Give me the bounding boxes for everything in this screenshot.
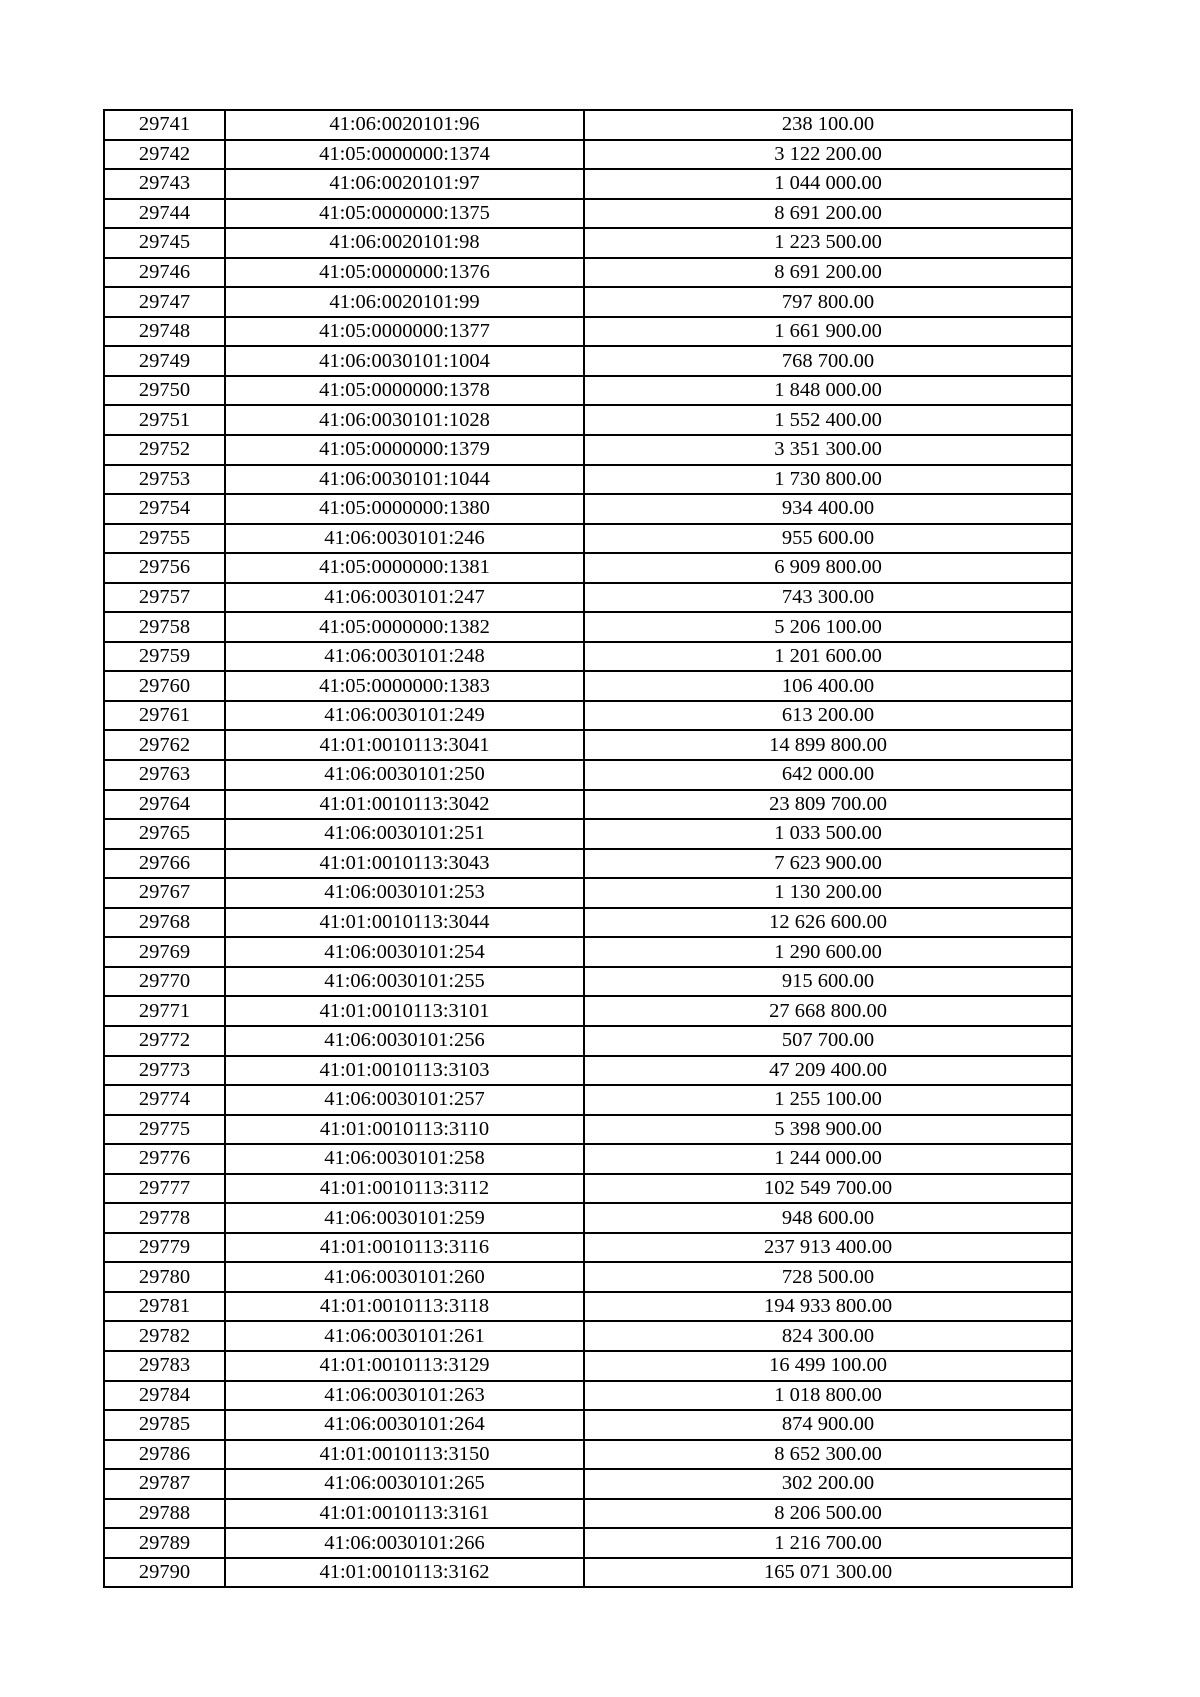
cadastral-number-cell: 41:06:0030101:1044 — [225, 465, 584, 495]
cadastral-number-cell: 41:06:0030101:254 — [225, 937, 584, 967]
cadastral-number-cell: 41:06:0030101:257 — [225, 1085, 584, 1115]
row-number-cell: 29764 — [104, 790, 225, 820]
value-cell: 1 848 000.00 — [584, 376, 1072, 406]
value-cell: 1 223 500.00 — [584, 228, 1072, 258]
row-number-cell: 29754 — [104, 494, 225, 524]
cadastral-number-cell: 41:05:0000000:1381 — [225, 553, 584, 583]
table-body — [104, 110, 1072, 1587]
value-cell: 8 206 500.00 — [584, 1499, 1072, 1529]
table-row — [104, 1321, 1072, 1351]
table-row — [104, 1056, 1072, 1086]
cadastral-number-cell: 41:06:0030101:264 — [225, 1410, 584, 1440]
cadastral-number-cell: 41:06:0020101:96 — [225, 110, 584, 140]
row-number-cell: 29772 — [104, 1026, 225, 1056]
cadastral-number-cell: 41:01:0010113:3103 — [225, 1056, 584, 1086]
value-cell: 7 623 900.00 — [584, 849, 1072, 879]
value-cell: 915 600.00 — [584, 967, 1072, 997]
table-row — [104, 878, 1072, 908]
table-row — [104, 790, 1072, 820]
table-row — [104, 819, 1072, 849]
row-number-cell: 29742 — [104, 140, 225, 170]
row-number-cell: 29773 — [104, 1056, 225, 1086]
row-number-cell: 29749 — [104, 346, 225, 376]
table-row — [104, 1233, 1072, 1263]
table-row — [104, 1085, 1072, 1115]
value-cell: 6 909 800.00 — [584, 553, 1072, 583]
row-number-cell: 29789 — [104, 1528, 225, 1558]
row-number-cell: 29756 — [104, 553, 225, 583]
cadastral-number-cell: 41:01:0010113:3116 — [225, 1233, 584, 1263]
row-number-cell: 29751 — [104, 405, 225, 435]
value-cell: 1 044 000.00 — [584, 169, 1072, 199]
cadastral-number-cell: 41:05:0000000:1375 — [225, 199, 584, 229]
row-number-cell: 29763 — [104, 760, 225, 790]
value-cell: 1 018 800.00 — [584, 1381, 1072, 1411]
table-row — [104, 849, 1072, 879]
value-cell: 934 400.00 — [584, 494, 1072, 524]
table-row — [104, 1026, 1072, 1056]
table-row — [104, 1558, 1072, 1588]
value-cell: 5 206 100.00 — [584, 612, 1072, 642]
value-cell: 1 730 800.00 — [584, 465, 1072, 495]
row-number-cell: 29755 — [104, 524, 225, 554]
cadastral-number-cell: 41:06:0030101:249 — [225, 701, 584, 731]
cadastral-number-cell: 41:06:0030101:1028 — [225, 405, 584, 435]
value-cell: 1 290 600.00 — [584, 937, 1072, 967]
cadastral-number-cell: 41:01:0010113:3118 — [225, 1292, 584, 1322]
value-cell: 1 244 000.00 — [584, 1144, 1072, 1174]
row-number-cell: 29788 — [104, 1499, 225, 1529]
row-number-cell: 29774 — [104, 1085, 225, 1115]
row-number-cell: 29761 — [104, 701, 225, 731]
cadastral-number-cell: 41:06:0030101:256 — [225, 1026, 584, 1056]
value-cell: 613 200.00 — [584, 701, 1072, 731]
table-row — [104, 1528, 1072, 1558]
value-cell: 5 398 900.00 — [584, 1115, 1072, 1145]
cadastral-number-cell: 41:01:0010113:3042 — [225, 790, 584, 820]
value-cell: 824 300.00 — [584, 1321, 1072, 1351]
cadastral-number-cell: 41:06:0030101:259 — [225, 1203, 584, 1233]
table-row — [104, 1144, 1072, 1174]
cadastral-number-cell: 41:01:0010113:3129 — [225, 1351, 584, 1381]
value-cell: 768 700.00 — [584, 346, 1072, 376]
table-row — [104, 1410, 1072, 1440]
cadastral-number-cell: 41:01:0010113:3101 — [225, 996, 584, 1026]
row-number-cell: 29787 — [104, 1469, 225, 1499]
cadastral-number-cell: 41:05:0000000:1376 — [225, 258, 584, 288]
row-number-cell: 29770 — [104, 967, 225, 997]
cadastral-number-cell: 41:06:0020101:98 — [225, 228, 584, 258]
cadastral-number-cell: 41:05:0000000:1378 — [225, 376, 584, 406]
cadastral-number-cell: 41:05:0000000:1382 — [225, 612, 584, 642]
value-cell: 507 700.00 — [584, 1026, 1072, 1056]
table-row — [104, 199, 1072, 229]
table-row — [104, 612, 1072, 642]
row-number-cell: 29786 — [104, 1440, 225, 1470]
cadastral-number-cell: 41:01:0010113:3161 — [225, 1499, 584, 1529]
table-row — [104, 671, 1072, 701]
value-cell: 8 691 200.00 — [584, 199, 1072, 229]
table-row — [104, 1499, 1072, 1529]
row-number-cell: 29757 — [104, 583, 225, 613]
cadastral-number-cell: 41:05:0000000:1383 — [225, 671, 584, 701]
row-number-cell: 29767 — [104, 878, 225, 908]
table-row — [104, 140, 1072, 170]
table-row — [104, 228, 1072, 258]
cadastral-number-cell: 41:05:0000000:1380 — [225, 494, 584, 524]
row-number-cell: 29777 — [104, 1174, 225, 1204]
table-row — [104, 435, 1072, 465]
value-cell: 16 499 100.00 — [584, 1351, 1072, 1381]
cadastral-number-cell: 41:01:0010113:3041 — [225, 730, 584, 760]
table-row — [104, 524, 1072, 554]
value-cell: 47 209 400.00 — [584, 1056, 1072, 1086]
row-number-cell: 29784 — [104, 1381, 225, 1411]
cadastral-number-cell: 41:06:0030101:266 — [225, 1528, 584, 1558]
row-number-cell: 29781 — [104, 1292, 225, 1322]
value-cell: 8 691 200.00 — [584, 258, 1072, 288]
cadastral-number-cell: 41:06:0030101:247 — [225, 583, 584, 613]
cadastral-number-cell: 41:01:0010113:3044 — [225, 908, 584, 938]
cadastral-number-cell: 41:06:0030101:246 — [225, 524, 584, 554]
table-row — [104, 287, 1072, 317]
cadastral-number-cell: 41:06:0030101:253 — [225, 878, 584, 908]
value-cell: 728 500.00 — [584, 1262, 1072, 1292]
row-number-cell: 29766 — [104, 849, 225, 879]
row-number-cell: 29771 — [104, 996, 225, 1026]
value-cell: 1 255 100.00 — [584, 1085, 1072, 1115]
cadastral-number-cell: 41:06:0020101:97 — [225, 169, 584, 199]
table-row — [104, 376, 1072, 406]
row-number-cell: 29741 — [104, 110, 225, 140]
row-number-cell: 29778 — [104, 1203, 225, 1233]
row-number-cell: 29780 — [104, 1262, 225, 1292]
cadastral-number-cell: 41:05:0000000:1374 — [225, 140, 584, 170]
row-number-cell: 29775 — [104, 1115, 225, 1145]
cadastral-number-cell: 41:01:0010113:3043 — [225, 849, 584, 879]
value-cell: 302 200.00 — [584, 1469, 1072, 1499]
value-cell: 642 000.00 — [584, 760, 1072, 790]
value-cell: 3 122 200.00 — [584, 140, 1072, 170]
table-row — [104, 494, 1072, 524]
cadastral-number-cell: 41:06:0030101:248 — [225, 642, 584, 672]
table-row — [104, 1174, 1072, 1204]
table-row — [104, 583, 1072, 613]
value-cell: 797 800.00 — [584, 287, 1072, 317]
cadastral-number-cell: 41:05:0000000:1379 — [225, 435, 584, 465]
value-cell: 27 668 800.00 — [584, 996, 1072, 1026]
table-row — [104, 405, 1072, 435]
cadastral-number-cell: 41:01:0010113:3162 — [225, 1558, 584, 1588]
value-cell: 106 400.00 — [584, 671, 1072, 701]
cadastral-number-cell: 41:06:0030101:1004 — [225, 346, 584, 376]
row-number-cell: 29782 — [104, 1321, 225, 1351]
table-row — [104, 317, 1072, 347]
table-row — [104, 258, 1072, 288]
value-cell: 194 933 800.00 — [584, 1292, 1072, 1322]
value-cell: 8 652 300.00 — [584, 1440, 1072, 1470]
value-cell: 23 809 700.00 — [584, 790, 1072, 820]
value-cell: 1 552 400.00 — [584, 405, 1072, 435]
value-cell: 102 549 700.00 — [584, 1174, 1072, 1204]
value-cell: 1 661 900.00 — [584, 317, 1072, 347]
table-row — [104, 1469, 1072, 1499]
cadastral-number-cell: 41:06:0030101:260 — [225, 1262, 584, 1292]
table-row — [104, 1115, 1072, 1145]
table-row — [104, 1381, 1072, 1411]
row-number-cell: 29753 — [104, 465, 225, 495]
value-cell: 874 900.00 — [584, 1410, 1072, 1440]
row-number-cell: 29750 — [104, 376, 225, 406]
table-row — [104, 642, 1072, 672]
table-row — [104, 937, 1072, 967]
table-row — [104, 1262, 1072, 1292]
value-cell: 743 300.00 — [584, 583, 1072, 613]
table-row — [104, 996, 1072, 1026]
table-row — [104, 110, 1072, 140]
row-number-cell: 29752 — [104, 435, 225, 465]
value-cell: 238 100.00 — [584, 110, 1072, 140]
row-number-cell: 29776 — [104, 1144, 225, 1174]
table-row — [104, 701, 1072, 731]
row-number-cell: 29746 — [104, 258, 225, 288]
value-cell: 1 201 600.00 — [584, 642, 1072, 672]
table-row — [104, 346, 1072, 376]
value-cell: 1 033 500.00 — [584, 819, 1072, 849]
cadastral-number-cell: 41:06:0030101:250 — [225, 760, 584, 790]
value-cell: 12 626 600.00 — [584, 908, 1072, 938]
row-number-cell: 29748 — [104, 317, 225, 347]
row-number-cell: 29758 — [104, 612, 225, 642]
value-cell: 948 600.00 — [584, 1203, 1072, 1233]
value-cell: 1 130 200.00 — [584, 878, 1072, 908]
table-row — [104, 465, 1072, 495]
value-cell: 14 899 800.00 — [584, 730, 1072, 760]
value-cell: 165 071 300.00 — [584, 1558, 1072, 1588]
row-number-cell: 29783 — [104, 1351, 225, 1381]
cadastral-number-cell: 41:06:0030101:261 — [225, 1321, 584, 1351]
cadastral-number-cell: 41:06:0030101:255 — [225, 967, 584, 997]
row-number-cell: 29785 — [104, 1410, 225, 1440]
table-row — [104, 169, 1072, 199]
table-row — [104, 553, 1072, 583]
value-cell: 1 216 700.00 — [584, 1528, 1072, 1558]
row-number-cell: 29747 — [104, 287, 225, 317]
row-number-cell: 29743 — [104, 169, 225, 199]
table-row — [104, 1292, 1072, 1322]
row-number-cell: 29768 — [104, 908, 225, 938]
cadastral-number-cell: 41:01:0010113:3110 — [225, 1115, 584, 1145]
value-cell: 955 600.00 — [584, 524, 1072, 554]
value-cell: 3 351 300.00 — [584, 435, 1072, 465]
value-cell: 237 913 400.00 — [584, 1233, 1072, 1263]
row-number-cell: 29760 — [104, 671, 225, 701]
cadastral-number-cell: 41:01:0010113:3112 — [225, 1174, 584, 1204]
cadastral-number-cell: 41:06:0020101:99 — [225, 287, 584, 317]
table-row — [104, 967, 1072, 997]
row-number-cell: 29769 — [104, 937, 225, 967]
cadastral-number-cell: 41:06:0030101:251 — [225, 819, 584, 849]
cadastral-number-cell: 41:05:0000000:1377 — [225, 317, 584, 347]
cadastral-number-cell: 41:06:0030101:265 — [225, 1469, 584, 1499]
cadastral-number-cell: 41:01:0010113:3150 — [225, 1440, 584, 1470]
table-row — [104, 1440, 1072, 1470]
table-row — [104, 730, 1072, 760]
cadastral-number-cell: 41:06:0030101:263 — [225, 1381, 584, 1411]
row-number-cell: 29790 — [104, 1558, 225, 1588]
cadastral-number-cell: 41:06:0030101:258 — [225, 1144, 584, 1174]
row-number-cell: 29759 — [104, 642, 225, 672]
table-row — [104, 1351, 1072, 1381]
table-row — [104, 1203, 1072, 1233]
table-row — [104, 908, 1072, 938]
row-number-cell: 29765 — [104, 819, 225, 849]
data-table — [103, 109, 1073, 1588]
row-number-cell: 29762 — [104, 730, 225, 760]
row-number-cell: 29745 — [104, 228, 225, 258]
row-number-cell: 29779 — [104, 1233, 225, 1263]
row-number-cell: 29744 — [104, 199, 225, 229]
table-row — [104, 760, 1072, 790]
